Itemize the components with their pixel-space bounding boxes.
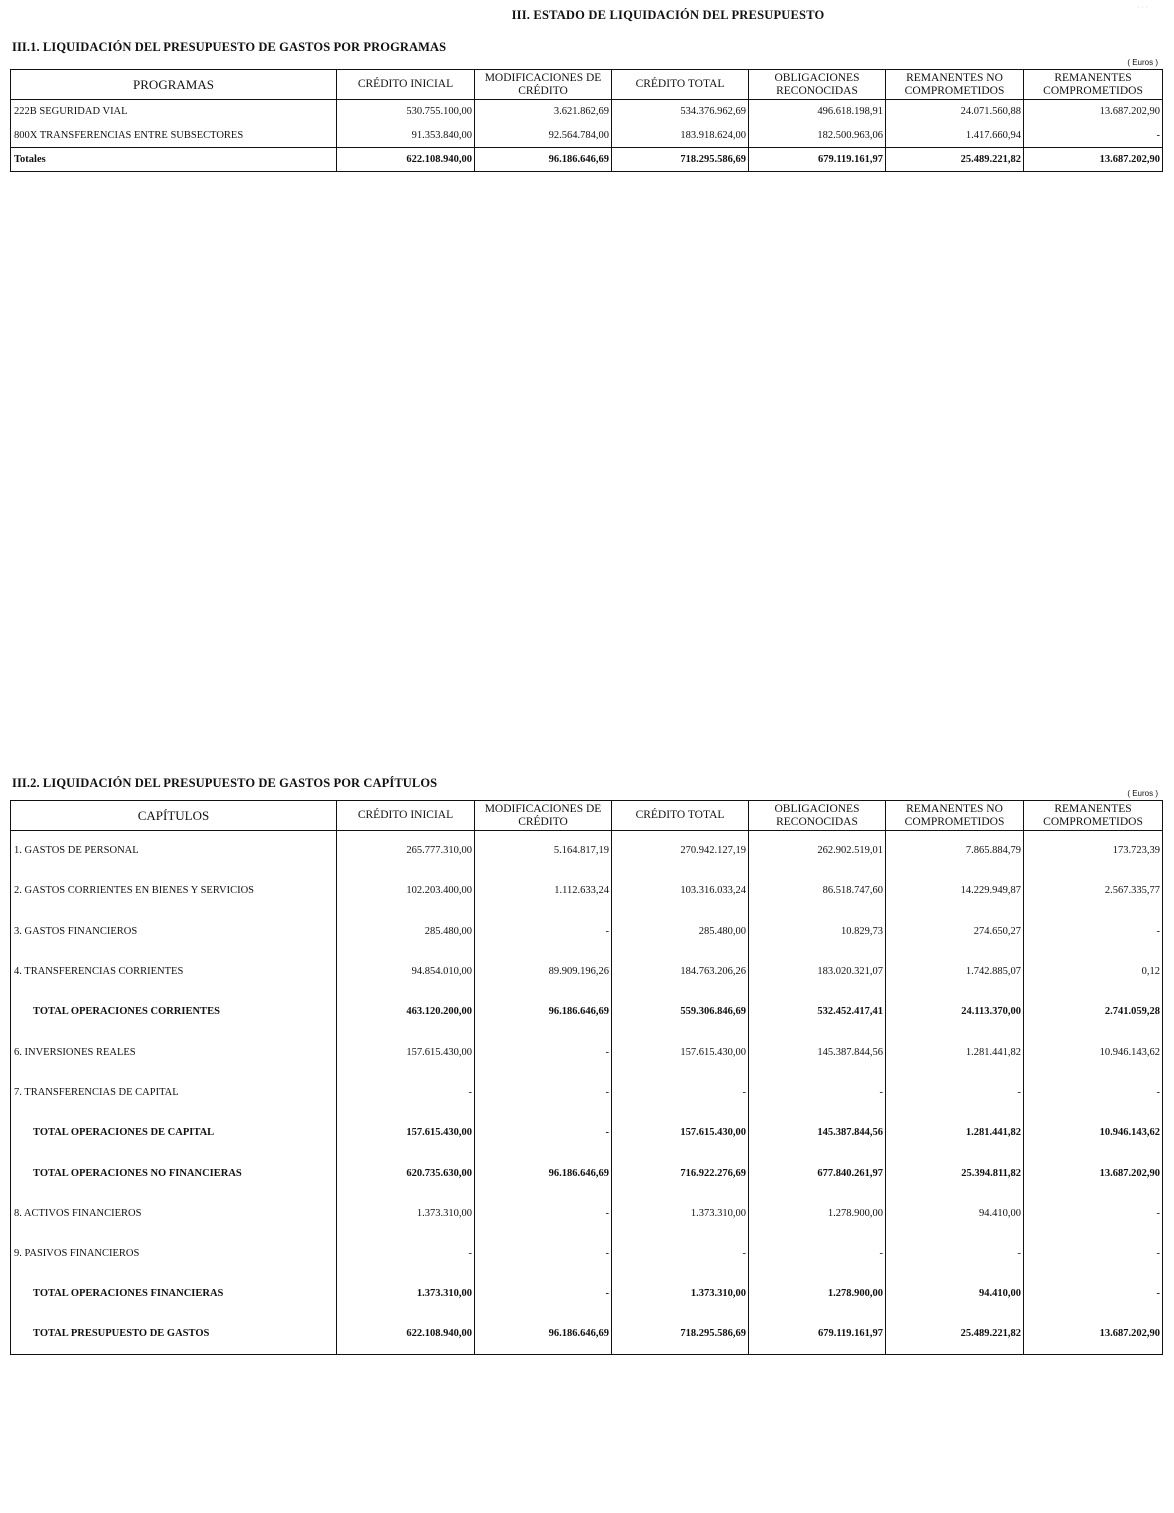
cell-credito-inicial: 91.353.840,00 <box>337 124 475 148</box>
cell-obligaciones: 10.829,73 <box>749 911 886 951</box>
cell-credito-total: - <box>612 1072 749 1112</box>
cell-modificaciones: - <box>475 1274 612 1314</box>
cell-obligaciones: 1.278.900,00 <box>749 1274 886 1314</box>
cell-modificaciones: - <box>475 1233 612 1273</box>
table-row <box>11 871 1163 911</box>
cell-credito-total: 285.480,00 <box>612 911 749 951</box>
cell-credito-inicial: 157.615.430,00 <box>337 1113 475 1153</box>
cell-remanentes-no: 1.742.885,07 <box>886 951 1024 991</box>
cell-credito-total: 183.918.624,00 <box>612 124 749 148</box>
subtotal-row <box>11 1113 1163 1153</box>
table-row <box>11 911 1163 951</box>
subtotal-row <box>11 1274 1163 1314</box>
cell-credito-total: 157.615.430,00 <box>612 1113 749 1153</box>
header-remanentes-no: REMANENTES NO COMPROMETIDOS <box>886 70 1024 100</box>
cell-remanentes-comp: - <box>1024 1072 1163 1112</box>
table-row <box>11 831 1163 871</box>
header-credito-inicial: CRÉDITO INICIAL <box>337 70 475 100</box>
cell-credito-inicial: 1.373.310,00 <box>337 1193 475 1233</box>
table-row <box>11 1072 1163 1112</box>
subtotal-row <box>11 1314 1163 1354</box>
cell-obligaciones: 183.020.321,07 <box>749 951 886 991</box>
cell-modificaciones: - <box>475 1032 612 1072</box>
header-remanentes-no: REMANENTES NO COMPROMETIDOS <box>886 801 1024 831</box>
row-label: 4. TRANSFERENCIAS CORRIENTES <box>11 951 337 991</box>
subtotal-row <box>11 1153 1163 1193</box>
row-label: 8. ACTIVOS FINANCIEROS <box>11 1193 337 1233</box>
cell-remanentes-comp: - <box>1024 1193 1163 1233</box>
cell-credito-inicial: - <box>337 1072 475 1112</box>
cell-remanentes-no: - <box>886 1233 1024 1273</box>
cell-modificaciones: 96.186.646,69 <box>475 148 612 172</box>
cell-credito-total: 157.615.430,00 <box>612 1032 749 1072</box>
cell-remanentes-no: 24.071.560,88 <box>886 100 1024 124</box>
cell-remanentes-comp: 13.687.202,90 <box>1024 1153 1163 1193</box>
cell-modificaciones: 96.186.646,69 <box>475 1153 612 1193</box>
row-label: Totales <box>11 148 337 172</box>
cell-obligaciones: - <box>749 1072 886 1112</box>
cell-modificaciones: 96.186.646,69 <box>475 1314 612 1354</box>
header-modificaciones: MODIFICACIONES DE CRÉDITO <box>475 801 612 831</box>
cell-remanentes-no: 14.229.949,87 <box>886 871 1024 911</box>
cell-remanentes-comp: 13.687.202,90 <box>1024 1314 1163 1354</box>
table-row <box>11 1032 1163 1072</box>
table-row <box>11 951 1163 991</box>
header-remanentes-comp: REMANENTES COMPROMETIDOS <box>1024 70 1163 100</box>
cell-remanentes-comp: 10.946.143,62 <box>1024 1032 1163 1072</box>
capitulos-table <box>10 800 1163 1355</box>
cell-obligaciones: 677.840.261,97 <box>749 1153 886 1193</box>
cell-remanentes-comp: - <box>1024 1274 1163 1314</box>
cell-remanentes-comp: - <box>1024 1233 1163 1273</box>
cell-credito-inicial: 620.735.630,00 <box>337 1153 475 1193</box>
totals-row <box>11 148 1163 172</box>
table-header-row <box>11 801 1163 831</box>
cell-remanentes-comp: 13.687.202,90 <box>1024 100 1163 124</box>
cell-credito-inicial: 530.755.100,00 <box>337 100 475 124</box>
row-label: TOTAL PRESUPUESTO DE GASTOS <box>11 1314 337 1354</box>
cell-credito-total: 559.306.846,69 <box>612 992 749 1032</box>
cell-obligaciones: 145.387.844,56 <box>749 1032 886 1072</box>
cell-remanentes-no: 1.281.441,82 <box>886 1032 1024 1072</box>
cell-modificaciones: 1.112.633,24 <box>475 871 612 911</box>
cell-credito-total: - <box>612 1233 749 1273</box>
cell-credito-inicial: 265.777.310,00 <box>337 831 475 871</box>
cell-obligaciones: 679.119.161,97 <box>749 148 886 172</box>
row-label: TOTAL OPERACIONES DE CAPITAL <box>11 1113 337 1153</box>
cell-remanentes-comp: 173.723,39 <box>1024 831 1163 871</box>
cell-obligaciones: 1.278.900,00 <box>749 1193 886 1233</box>
cell-modificaciones: - <box>475 1113 612 1153</box>
cell-obligaciones: 496.618.198,91 <box>749 100 886 124</box>
table-row <box>11 100 1163 124</box>
cell-modificaciones: - <box>475 911 612 951</box>
header-remanentes-comp: REMANENTES COMPROMETIDOS <box>1024 801 1163 831</box>
cell-remanentes-comp: - <box>1024 124 1163 148</box>
section2-title: III.2. LIQUIDACIÓN DEL PRESUPUESTO DE GASTOS POR CAPÍTULOS <box>12 776 438 790</box>
cell-modificaciones: 92.564.784,00 <box>475 124 612 148</box>
cell-remanentes-no: 94.410,00 <box>886 1274 1024 1314</box>
cell-remanentes-comp: 13.687.202,90 <box>1024 148 1163 172</box>
row-label: 222B SEGURIDAD VIAL <box>11 100 337 124</box>
cell-credito-total: 718.295.586,69 <box>612 148 749 172</box>
row-label: 6. INVERSIONES REALES <box>11 1032 337 1072</box>
row-label: 9. PASIVOS FINANCIEROS <box>11 1233 337 1273</box>
cell-obligaciones: - <box>749 1233 886 1273</box>
cell-remanentes-comp: 2.567.335,77 <box>1024 871 1163 911</box>
cell-credito-inicial: 285.480,00 <box>337 911 475 951</box>
cell-credito-inicial: 102.203.400,00 <box>337 871 475 911</box>
cell-credito-total: 718.295.586,69 <box>612 1314 749 1354</box>
cell-remanentes-no: 25.489.221,82 <box>886 1314 1024 1354</box>
cell-remanentes-no: 25.394.811,82 <box>886 1153 1024 1193</box>
row-label: 2. GASTOS CORRIENTES EN BIENES Y SERVICIOS <box>11 871 337 911</box>
header-obligaciones: OBLIGACIONES RECONOCIDAS <box>749 70 886 100</box>
table-row <box>11 124 1163 148</box>
programas-table <box>10 69 1163 172</box>
cell-modificaciones: - <box>475 1193 612 1233</box>
cell-modificaciones: 89.909.196,26 <box>475 951 612 991</box>
row-label: 800X TRANSFERENCIAS ENTRE SUBSECTORES <box>11 124 337 148</box>
table-row <box>11 1193 1163 1233</box>
cell-obligaciones: 182.500.963,06 <box>749 124 886 148</box>
cell-modificaciones: 96.186.646,69 <box>475 992 612 1032</box>
cell-modificaciones: 5.164.817,19 <box>475 831 612 871</box>
header-credito-total: CRÉDITO TOTAL <box>612 70 749 100</box>
cell-credito-total: 184.763.206,26 <box>612 951 749 991</box>
table-header-row <box>11 70 1163 100</box>
cell-credito-total: 534.376.962,69 <box>612 100 749 124</box>
row-label: TOTAL OPERACIONES FINANCIERAS <box>11 1274 337 1314</box>
cell-credito-inicial: - <box>337 1233 475 1273</box>
cell-remanentes-comp: 0,12 <box>1024 951 1163 991</box>
cell-obligaciones: 145.387.844,56 <box>749 1113 886 1153</box>
header-modificaciones: MODIFICACIONES DE CRÉDITO <box>475 70 612 100</box>
cell-credito-inicial: 622.108.940,00 <box>337 148 475 172</box>
cell-remanentes-no: 25.489.221,82 <box>886 148 1024 172</box>
cell-remanentes-no: 1.281.441,82 <box>886 1113 1024 1153</box>
cell-remanentes-no: 7.865.884,79 <box>886 831 1024 871</box>
header-credito-inicial: CRÉDITO INICIAL <box>337 801 475 831</box>
row-label: TOTAL OPERACIONES CORRIENTES <box>11 992 337 1032</box>
cell-credito-inicial: 463.120.200,00 <box>337 992 475 1032</box>
row-label: 7. TRANSFERENCIAS DE CAPITAL <box>11 1072 337 1112</box>
section1-units: ( Euros ) <box>1127 58 1158 67</box>
scan-mark: · · · <box>1137 4 1148 11</box>
cell-credito-inicial: 1.373.310,00 <box>337 1274 475 1314</box>
cell-credito-inicial: 622.108.940,00 <box>337 1314 475 1354</box>
cell-remanentes-no: 274.650,27 <box>886 911 1024 951</box>
page-title: III. ESTADO DE LIQUIDACIÓN DEL PRESUPUESTO <box>511 8 825 22</box>
header-obligaciones: OBLIGACIONES RECONOCIDAS <box>749 801 886 831</box>
cell-remanentes-comp: - <box>1024 911 1163 951</box>
cell-credito-total: 270.942.127,19 <box>612 831 749 871</box>
cell-credito-total: 1.373.310,00 <box>612 1193 749 1233</box>
cell-obligaciones: 679.119.161,97 <box>749 1314 886 1354</box>
cell-obligaciones: 86.518.747,60 <box>749 871 886 911</box>
cell-remanentes-no: 1.417.660,94 <box>886 124 1024 148</box>
cell-modificaciones: 3.621.862,69 <box>475 100 612 124</box>
row-label: 3. GASTOS FINANCIEROS <box>11 911 337 951</box>
cell-remanentes-no: - <box>886 1072 1024 1112</box>
table-row <box>11 1233 1163 1273</box>
row-label: 1. GASTOS DE PERSONAL <box>11 831 337 871</box>
cell-credito-inicial: 157.615.430,00 <box>337 1032 475 1072</box>
cell-remanentes-no: 94.410,00 <box>886 1193 1024 1233</box>
section1-title: III.1. LIQUIDACIÓN DEL PRESUPUESTO DE GASTOS POR PROGRAMAS <box>12 40 447 54</box>
header-programas: PROGRAMAS <box>11 70 337 100</box>
cell-credito-total: 103.316.033,24 <box>612 871 749 911</box>
cell-credito-total: 716.922.276,69 <box>612 1153 749 1193</box>
header-capitulos: CAPÍTULOS <box>11 801 337 831</box>
cell-credito-total: 1.373.310,00 <box>612 1274 749 1314</box>
header-credito-total: CRÉDITO TOTAL <box>612 801 749 831</box>
cell-modificaciones: - <box>475 1072 612 1112</box>
cell-obligaciones: 532.452.417,41 <box>749 992 886 1032</box>
cell-credito-inicial: 94.854.010,00 <box>337 951 475 991</box>
subtotal-row <box>11 992 1163 1032</box>
row-label: TOTAL OPERACIONES NO FINANCIERAS <box>11 1153 337 1193</box>
cell-remanentes-comp: 10.946.143,62 <box>1024 1113 1163 1153</box>
cell-remanentes-no: 24.113.370,00 <box>886 992 1024 1032</box>
cell-obligaciones: 262.902.519,01 <box>749 831 886 871</box>
cell-remanentes-comp: 2.741.059,28 <box>1024 992 1163 1032</box>
section2-units: ( Euros ) <box>1127 789 1158 798</box>
